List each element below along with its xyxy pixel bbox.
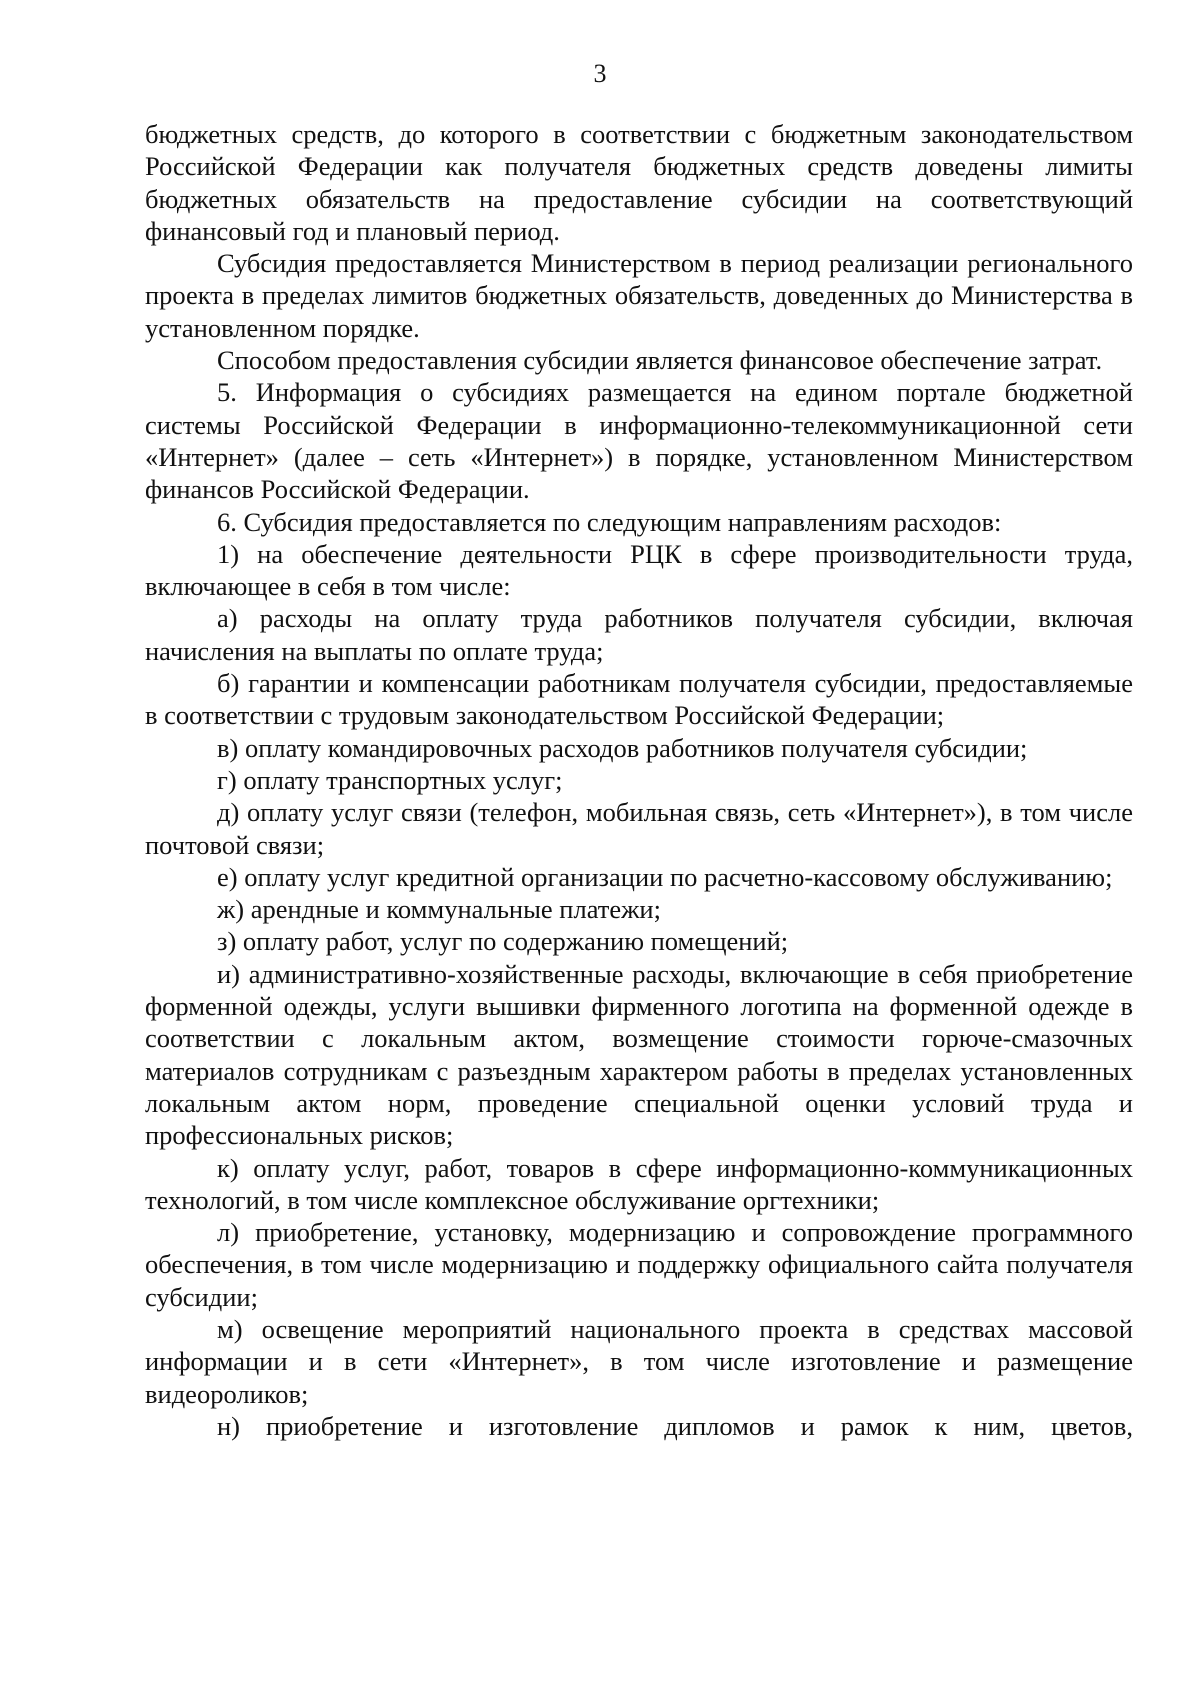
list-item-z: з) оплату работ, услуг по содержанию помещений;: [217, 926, 789, 957]
list-item-a: а) расходы на оплату труда работников получателя субсидии, включая начисления на выплаты по оплате труда;: [145, 603, 1133, 666]
paragraph-continuation: бюджетных средств, до которого в соответствии с бюджетным законодательством Российской Федерации как получателя бюджетных средств доведены лимиты бюджетных обязательств на предоставление субсидии на соответствующий финансовый год и плановый период.: [145, 119, 1133, 246]
list-item-i: и) административно-хозяйственные расходы, включающие в себя приобретение форменной одежды, услуги вышивки фирменного логотипа на форменной одежде в соответствии с локальным актом, возмещение стоимости горюче-смазочных материалов сотрудникам с разъездным характером работы в пределах установленных локальным актом норм, проведение специальной оценки условий труда и профессиональных рисков;: [145, 958, 1133, 1151]
page-number: 3: [593, 59, 607, 88]
list-item-v: в) оплату командировочных расходов работников получателя субсидии;: [217, 732, 1028, 763]
list-item-1: 1) на обеспечение деятельности РЦК в сфере производительности труда, включающее в себя в том числе:: [145, 538, 1133, 602]
paragraph-item-5: 5. Информация о субсидиях размещается на едином портале бюджетной системы Российской Федерации в информационно-телекоммуникационной сети «Интернет» (далее – сеть «Интернет») в порядке, установленном Министерством финансов Российской Федерации.: [145, 377, 1133, 505]
list-item-k: к) оплату услуг, работ, товаров в сфере информационно-коммуникационных технологий, в том числе комплексное обслуживание оргтехники;: [145, 1152, 1133, 1215]
paragraph: Субсидия предоставляется Министерством в период реализации регионального проекта в пределах лимитов бюджетных обязательств, доведенных до Министерства в установленном порядке.: [145, 248, 1133, 343]
list-item-b: б) гарантии и компенсации работникам получателя субсидии, предоставляемые в соответствии с трудовым законодательством Российской Федерации;: [145, 668, 1133, 731]
list-item-e: е) оплату услуг кредитной организации по расчетно-кассовому обслуживанию;: [217, 861, 1113, 892]
list-item-m: м) освещение мероприятий национального проекта в средствах массовой информации и в сети «Интернет», в том числе изготовление и размещение видеороликов;: [145, 1313, 1133, 1409]
paragraph: Способом предоставления субсидии является финансовое обеспечение затрат.: [217, 345, 1103, 376]
document-body: [145, 118, 1133, 1442]
list-item-g: г) оплату транспортных услуг;: [217, 764, 563, 795]
list-item-n: н) приобретение и изготовление дипломов и рамок к ним, цветов,: [217, 1410, 1133, 1441]
list-item-d: д) оплату услуг связи (телефон, мобильная связь, сеть «Интернет»), в том числе почтовой связи;: [145, 797, 1133, 860]
list-item-zh: ж) арендные и коммунальные платежи;: [217, 894, 661, 925]
paragraph-item-6: 6. Субсидия предоставляется по следующим направлениям расходов:: [217, 506, 1002, 537]
list-item-l: л) приобретение, установку, модернизацию и сопровождение программного обеспечения, в том числе модернизацию и поддержку официального сайта получателя субсидии;: [145, 1217, 1133, 1312]
